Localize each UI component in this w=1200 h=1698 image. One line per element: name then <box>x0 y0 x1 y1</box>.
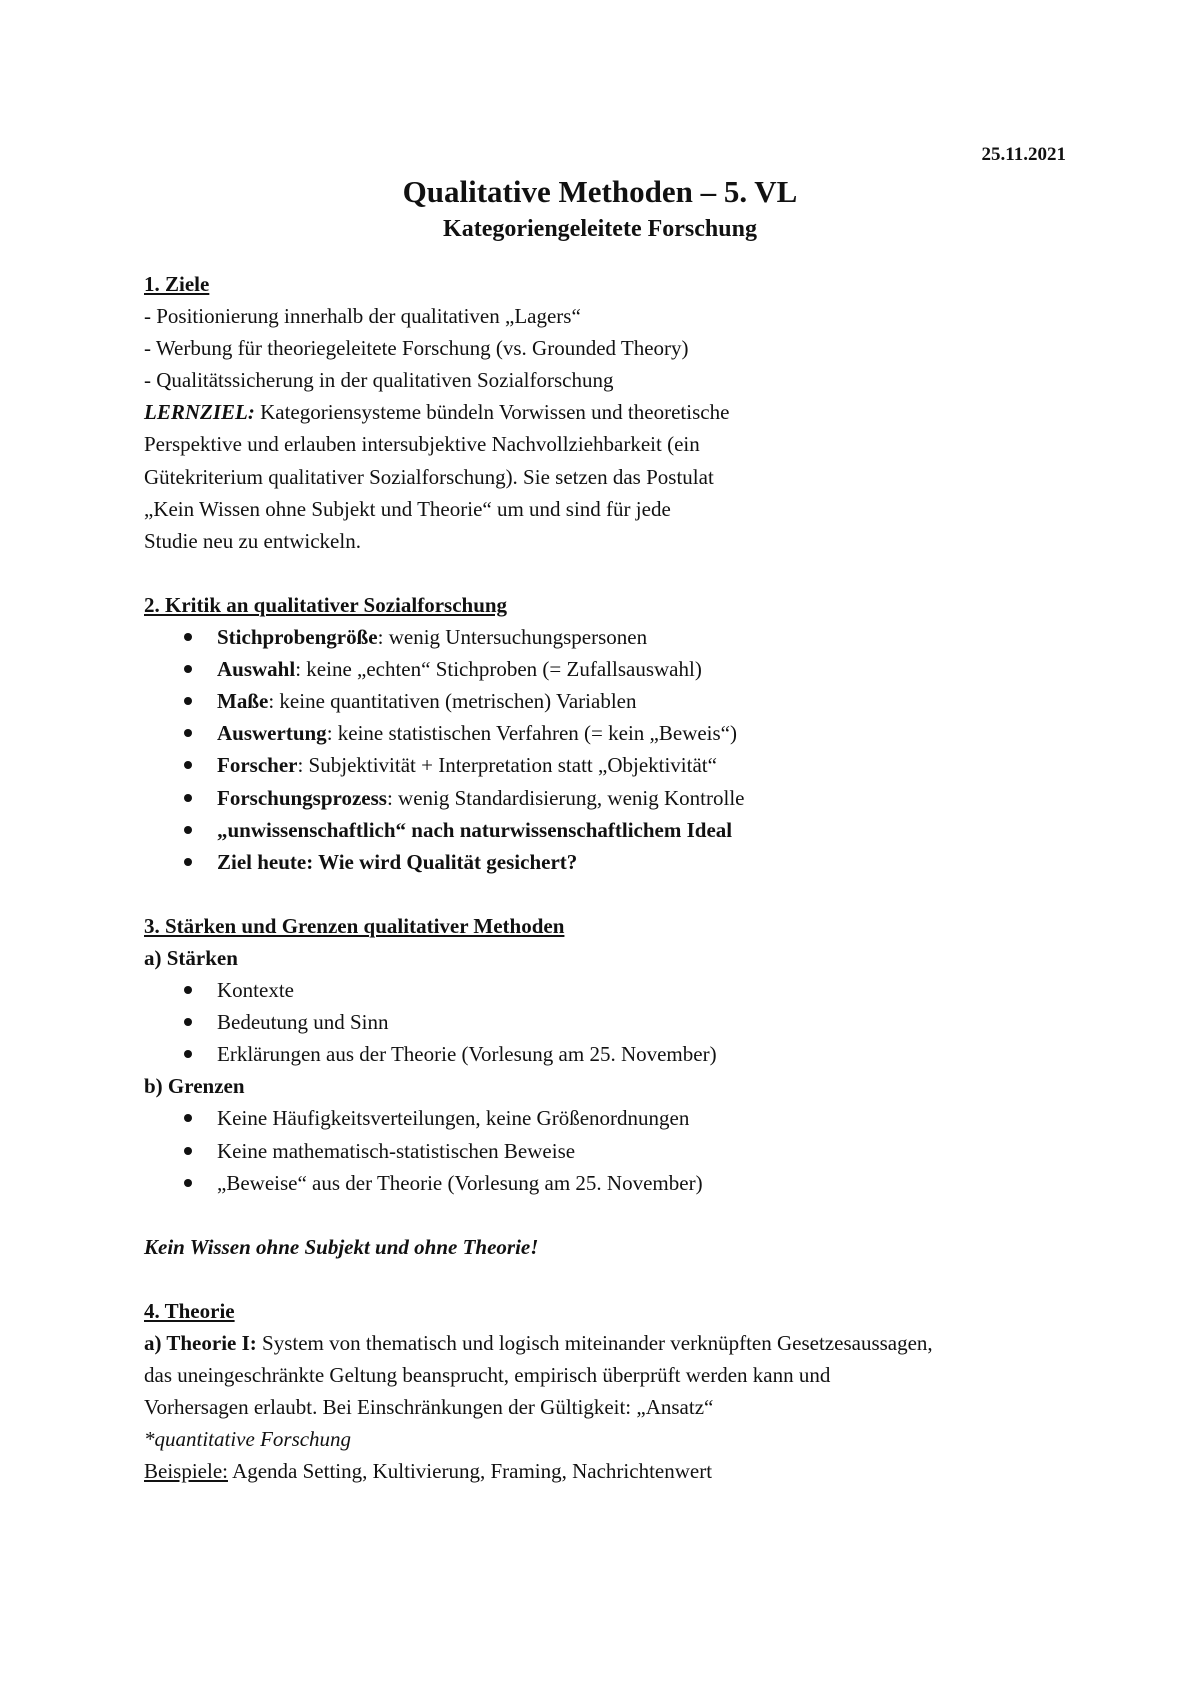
item-text: : keine statistischen Verfahren (= kein „Beweis“) <box>326 721 737 746</box>
list-item <box>144 814 1064 846</box>
theorie-label: a) Theorie I: <box>144 1331 257 1356</box>
item-text: Bedeutung und Sinn <box>217 1010 389 1035</box>
staerken-list <box>144 974 1064 1070</box>
bullet-icon <box>184 697 192 705</box>
lernziel-text: Studie neu zu entwickeln. <box>144 528 361 553</box>
list-item <box>144 749 1064 781</box>
list-item <box>144 846 1064 878</box>
spacer <box>144 1199 1064 1231</box>
section-heading-theorie: 4. Theorie <box>144 1299 235 1323</box>
bullet-icon <box>184 1018 192 1026</box>
list-item <box>144 1102 1064 1134</box>
item-text: Erklärungen aus der Theorie (Vorlesung am 25. November) <box>217 1042 717 1067</box>
item-text: : keine „echten“ Stichproben (= Zufallsauswahl) <box>295 657 702 682</box>
list-item <box>144 1135 1064 1167</box>
bullet-icon <box>184 1147 192 1155</box>
spacer <box>144 878 1064 910</box>
item-term: Auswahl <box>217 657 296 682</box>
item-term: „unwissenschaftlich“ nach naturwissenschaftlichem Ideal <box>217 817 733 842</box>
item-term: Ziel heute: Wie wird Qualität gesichert? <box>217 849 578 874</box>
document-date: 25.11.2021 <box>981 144 1066 165</box>
item-text: Keine mathematisch-statistischen Beweise <box>217 1138 576 1163</box>
ziele-line: - Werbung für theoriegeleitete Forschung (vs. Grounded Theory) <box>144 336 689 361</box>
list-item <box>144 1006 1064 1038</box>
beispiele-line <box>144 1455 1064 1487</box>
section-heading-ziele: 1. Ziele <box>144 272 210 296</box>
item-text: : Subjektivität + Interpretation statt „Objektivität“ <box>297 753 717 778</box>
item-text: Kontexte <box>217 978 294 1003</box>
item-term: Auswertung <box>217 721 327 746</box>
lernziel-text: Kategoriensysteme bündeln Vorwissen und theoretische <box>254 400 730 425</box>
bullet-icon <box>184 761 192 769</box>
spacer <box>144 1263 1064 1295</box>
item-term: Stichprobengröße <box>217 625 378 650</box>
theorie-text: System von thematisch und logisch miteinander verknüpften Gesetzesaussagen, <box>256 1331 933 1356</box>
item-text: : wenig Untersuchungspersonen <box>377 625 648 650</box>
bullet-icon <box>184 986 192 994</box>
list-item <box>144 621 1064 653</box>
subheading-staerken: a) Stärken <box>144 945 238 970</box>
list-item <box>144 782 1064 814</box>
item-text: Keine Häufigkeitsverteilungen, keine Größenordnungen <box>217 1106 690 1131</box>
bullet-icon <box>184 633 192 641</box>
bullet-icon <box>184 665 192 673</box>
item-text: „Beweise“ aus der Theorie (Vorlesung am 25. November) <box>217 1170 703 1195</box>
list-item <box>144 1038 1064 1070</box>
section-heading-staerken-grenzen: 3. Stärken und Grenzen qualitativer Methoden <box>144 913 565 938</box>
theorie-text: Vorhersagen erlaubt. Bei Einschränkungen der Gültigkeit: „Ansatz“ <box>144 1395 714 1420</box>
document-body <box>144 268 1064 1488</box>
theorie-text: das uneingeschränkte Geltung beansprucht, empirisch überprüft werden kann und <box>144 1363 831 1388</box>
bullet-icon <box>184 826 192 834</box>
beispiele-text: Agenda Setting, Kultivierung, Framing, Nachrichtenwert <box>227 1459 713 1484</box>
bullet-icon <box>184 1114 192 1122</box>
motto: Kein Wissen ohne Subjekt und ohne Theorie! <box>144 1234 539 1259</box>
lernziel-text: Gütekriterium qualitativer Sozialforschung). Sie setzen das Postulat <box>144 464 714 489</box>
grenzen-list <box>144 1102 1064 1198</box>
bullet-icon <box>184 1050 192 1058</box>
item-text: : keine quantitativen (metrischen) Variablen <box>268 689 637 714</box>
kritik-list <box>144 621 1064 878</box>
list-item <box>144 1167 1064 1199</box>
ziele-line: - Positionierung innerhalb der qualitativen „Lagers“ <box>144 304 581 329</box>
item-term: Forschungsprozess <box>217 785 387 810</box>
bullet-icon <box>184 1179 192 1187</box>
bullet-icon <box>184 858 192 866</box>
theorie-line <box>144 1327 1064 1359</box>
document-title: Qualitative Methoden – 5. VL <box>402 174 798 209</box>
section-heading-kritik: 2. Kritik an qualitativer Sozialforschung <box>144 592 508 617</box>
spacer <box>144 557 1064 589</box>
list-item <box>144 974 1064 1006</box>
item-term: Forscher <box>217 753 298 778</box>
lernziel-text: Perspektive und erlauben intersubjektive Nachvollziehbarkeit (ein <box>144 432 700 457</box>
item-text: : wenig Standardisierung, wenig Kontrolle <box>386 785 745 810</box>
list-item <box>144 685 1064 717</box>
lernziel-paragraph-line <box>144 396 1064 428</box>
document-subtitle: Kategoriengeleitete Forschung <box>443 216 757 242</box>
subheading-grenzen: b) Grenzen <box>144 1074 245 1099</box>
item-term: Maße <box>217 689 269 714</box>
ziele-line: - Qualitätssicherung in der qualitativen Sozialforschung <box>144 368 614 393</box>
beispiele-label: Beispiele: <box>144 1459 228 1484</box>
lernziel-text: „Kein Wissen ohne Subjekt und Theorie“ um und sind für jede <box>144 496 671 521</box>
list-item <box>144 717 1064 749</box>
bullet-icon <box>184 794 192 802</box>
bullet-icon <box>184 729 192 737</box>
lernziel-label: LERNZIEL: <box>144 400 255 425</box>
theorie-note: *quantitative Forschung <box>144 1427 352 1452</box>
list-item <box>144 653 1064 685</box>
